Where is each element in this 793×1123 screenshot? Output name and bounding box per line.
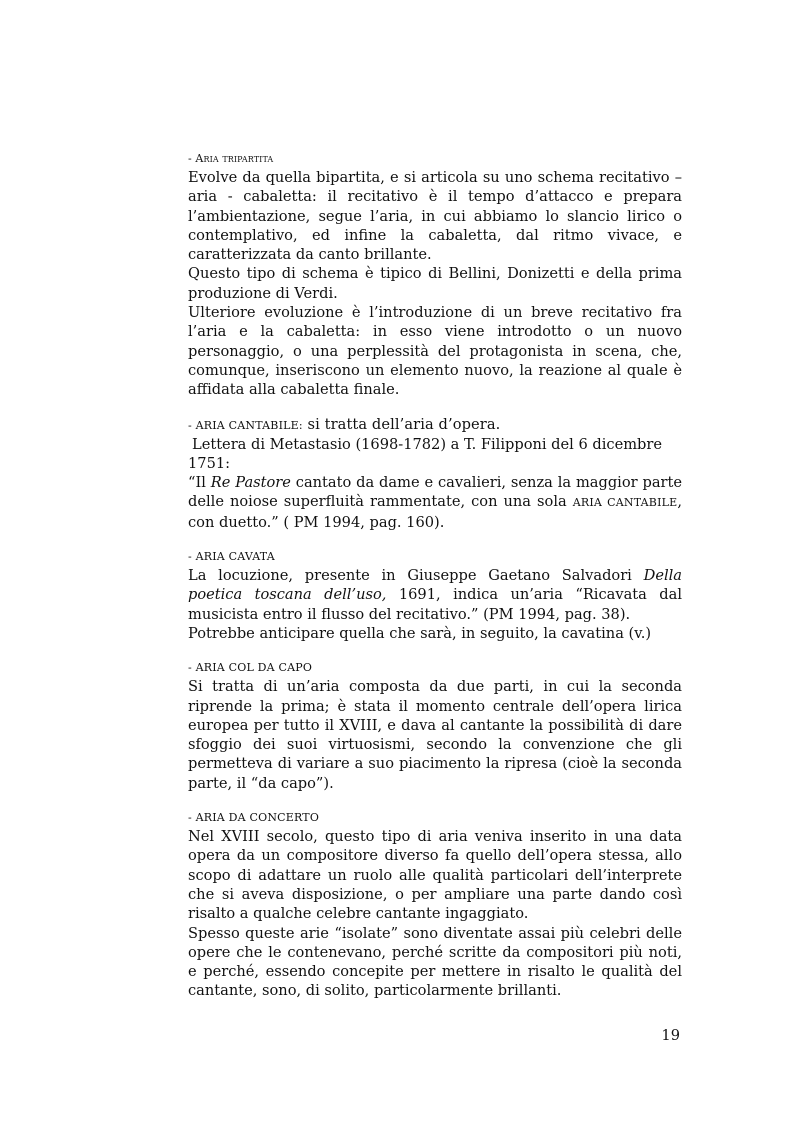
section-aria-col-da-capo — [188, 661, 682, 793]
quote-smallcaps: ARIA CANTABILE — [572, 496, 678, 510]
text-run: 1691, indica un’aria “Ricavata dal musicista entro il flusso del recitativo.” (PM 1994, pag. 38). — [188, 586, 683, 623]
quote-open: “Il — [188, 474, 211, 492]
heading-label: - ARIA CAVATA — [188, 550, 275, 564]
section-heading — [188, 550, 682, 564]
section-aria-tripartita — [188, 152, 682, 400]
section-aria-da-concerto — [188, 811, 682, 1001]
paragraph: Questo tipo di schema è tipico di Bellini, Donizetti e della prima produzione di Verdi. — [188, 265, 682, 302]
heading-label: - ARIA COL DA CAPO — [188, 661, 313, 675]
section-aria-cavata — [188, 550, 682, 643]
quote-paragraph — [188, 473, 682, 532]
paragraph: Evolve da quella bipartita, e si articola su uno schema recitativo – aria - cabaletta: il recitativo è il tempo d’attacco e prepara l’ambientazione, segue l’aria, in cui abbiamo lo slancio lirico o contemplativo, ed infine la cabaletta, dal ritmo vivace, e caratterizzata da canto brillante. — [188, 169, 682, 264]
paragraph: Potrebbe anticipare quella che sarà, in seguito, la cavatina (v.) — [188, 624, 652, 642]
heading-label: - ARIA DA CONCERTO — [188, 811, 320, 825]
page-content — [188, 152, 682, 1015]
quote-italic-title: Re Pastore — [210, 474, 291, 492]
text-run: La locuzione, presente in Giuseppe Gaetano Salvadori — [188, 567, 644, 585]
paragraph: Si tratta di un’aria composta da due parti, in cui la seconda riprende la prima; è stata il momento centrale dell’opera lirica europea per tutto il XVIII, e dava al cantante la possibilità di dare sfoggio dei suoi virtuosismi, secondo la convenzione che gli permetteva di variare a suo piacimento la ripresa (cioè la seconda parte, il “da capo”). — [188, 678, 682, 792]
italic-title: Della poetica toscana dell’uso, — [188, 567, 682, 604]
letter-text: Lettera di Metastasio (1698-1782) a T. Filipponi del 6 dicembre 1751: — [188, 435, 663, 472]
section-heading — [188, 811, 682, 825]
section-heading — [188, 661, 682, 675]
letter-citation — [188, 435, 682, 474]
section-heading — [188, 415, 682, 433]
section-heading: - Aria tripartita — [188, 152, 274, 165]
section-aria-cantabile — [188, 415, 682, 532]
page-number: 19 — [661, 1027, 680, 1044]
heading-label: - ARIA CANTABILE: — [188, 418, 303, 432]
paragraph: Nel XVIII secolo, questo tipo di aria veniva inserito in una data opera da un compositore diverso fa quello dell’opera stessa, allo scopo di adattare un ruolo alle qualità particolari dell’interprete che si aveva disposizione, o per ampliare una parte dando così risalto a qualche celebre cantante ingaggiato. — [188, 828, 682, 923]
paragraph: Ulteriore evoluzione è l’introduzione di un breve recitativo fra l’aria e la cabaletta: in esso viene introdotto o un nuovo personaggio, o una perplessità del protagonista in scena, che, comunque, inseriscono un elemento nuovo, la reazione al quale è affidata alla cabaletta finale. — [188, 304, 682, 399]
heading-tail: si tratta dell’aria d’opera. — [302, 415, 501, 433]
paragraph: Spesso queste arie “isolate” sono diventate assai più celebri delle opere che le contenevano, perché scritte da compositori più noti, e perché, essendo concepite per mettere in risalto le qualità del cantante, sono, di solito, particolarmente brillanti. — [188, 924, 682, 1000]
quote-end: , con duetto.” ( PM 1994, pag. 160). — [188, 493, 682, 531]
paragraph — [188, 566, 682, 624]
quote-mid: cantato da dame e cavalieri, senza la maggior parte delle noiose superfluità rammentate, con una sola — [188, 474, 682, 511]
